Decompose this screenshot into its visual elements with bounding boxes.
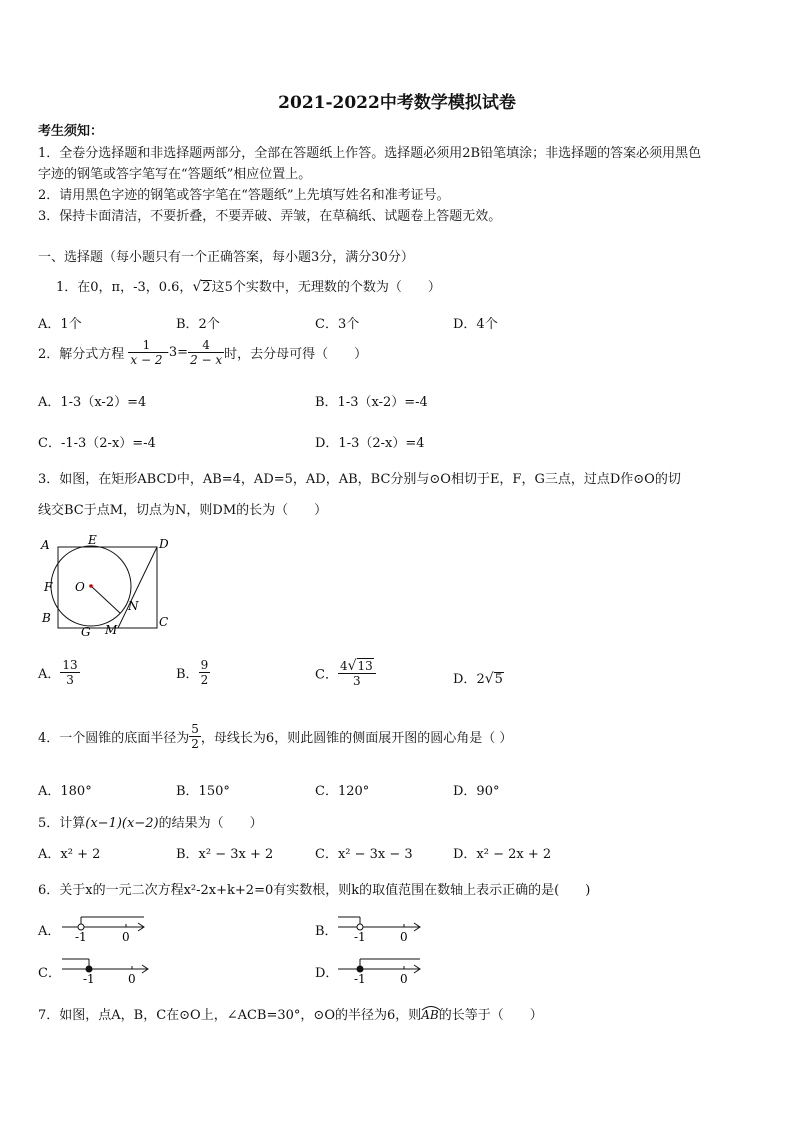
svg-text:0: 0 — [400, 930, 408, 944]
svg-text:-1: -1 — [83, 972, 95, 986]
label-f: F — [44, 580, 53, 594]
label-b: B — [42, 611, 51, 625]
section-heading: 一、选择题（每小题只有一个正确答案，每小题3分，满分30分） — [38, 250, 414, 265]
q2-fraction-1: $\frac{1}{x - 2}$ — [130, 338, 163, 367]
q3-option-b[interactable]: B． $\frac{9}{2}$ — [176, 658, 209, 687]
svg-text:-1: -1 — [354, 972, 366, 986]
q4-option-c[interactable]: C．120° — [315, 784, 370, 799]
svg-text:-1: -1 — [75, 930, 87, 944]
q2-fraction-2: $\frac{4}{2 - x}$ — [190, 338, 223, 367]
q1-pre: 1．在0，π，-3，0.6， — [56, 280, 193, 295]
q3-option-a[interactable]: A． $\frac{13}{3}$ — [38, 658, 78, 687]
label-a: A — [41, 538, 50, 552]
q3-option-d[interactable]: D．2√5 — [453, 671, 503, 687]
q5-expression: (x−1)(x−2) — [85, 816, 159, 831]
q6-numberline-c[interactable] — [62, 952, 154, 986]
q2-option-d[interactable]: D．1-3（2-x）=4 — [315, 436, 425, 451]
svg-text:0: 0 — [122, 930, 130, 944]
q2-option-a[interactable]: A．1-3（x-2）=4 — [38, 395, 147, 410]
q1-radicand: 2 — [202, 280, 211, 295]
q6-option-c-label[interactable]: C． — [38, 966, 61, 981]
q5-option-c[interactable]: C．x² − 3x − 3 — [315, 847, 413, 862]
q3-line-2: 线交BC于点M，切点为N，则DM的长为（ ） — [38, 503, 328, 518]
q1-post: 这5个实数中，无理数的个数为（ ） — [211, 280, 441, 295]
q6-numberline-a[interactable] — [62, 910, 152, 944]
notice-line-4: 3．保持卡面清洁，不要折叠，不要弄破、弄皱，在草稿纸、试题卷上答题无效。 — [38, 209, 502, 224]
rectangle-abcd — [58, 547, 157, 628]
q5-option-d[interactable]: D．x² − 2x + 2 — [453, 847, 552, 862]
q1-option-d[interactable]: D．4个 — [453, 317, 498, 332]
label-g: G — [81, 625, 91, 639]
q6-numberline-d[interactable] — [338, 952, 428, 986]
q3-option-c[interactable]: C． $\frac{4√13}{3}$ — [315, 658, 376, 688]
question-6: 6．关于x的一元二次方程x²-2x+k+2=0有实数根，则k的取值范围在数轴上表示正确的是( ) — [38, 883, 591, 898]
q5-option-b[interactable]: B．x² − 3x + 2 — [176, 847, 274, 862]
q4-fraction: $\frac{5}{2}$ — [191, 722, 199, 751]
q6-option-a-label[interactable]: A． — [38, 924, 61, 939]
q2-option-c[interactable]: C．-1-3（2-x）=-4 — [38, 436, 156, 451]
q4-option-b[interactable]: B．150° — [176, 784, 230, 799]
question-4: 4．一个圆锥的底面半径为 $\frac{5}{2}$ ，母线长为6，则此圆锥的侧面展开图的圆心角是（ ） — [38, 722, 513, 751]
question-5: 5．计算(x−1)(x−2)的结果为（ ） — [38, 816, 263, 831]
q2-mid: -3= — [164, 345, 189, 360]
q2-option-b[interactable]: B．1-3（x-2）=-4 — [315, 395, 428, 410]
label-d: D — [159, 537, 169, 551]
label-o: O — [75, 580, 85, 594]
q1-option-b[interactable]: B．2个 — [176, 317, 220, 332]
label-m: M — [105, 623, 118, 637]
q1-option-a[interactable]: A．1个 — [38, 317, 82, 332]
q1-option-c[interactable]: C．3个 — [315, 317, 360, 332]
q2-pre: 2．解分式方程 — [38, 347, 125, 362]
q2-post: 时，去分母可得（ ） — [224, 347, 368, 362]
notice-line-3: 2．请用黑色字迹的钢笔或答字笔在“答题纸”上先填写姓名和准考证号。 — [38, 188, 450, 203]
notice-line-1: 1．全卷分选择题和非选择题两部分，全部在答题纸上作答。选择题必须用2B铅笔填涂；非选择题的答案必须用黑色 — [38, 146, 702, 161]
center-dot — [89, 584, 93, 588]
q4-option-a[interactable]: A．180° — [38, 784, 92, 799]
svg-text:-1: -1 — [354, 930, 366, 944]
q5-option-a[interactable]: A．x² + 2 — [38, 847, 101, 862]
page-title: 2021-2022中考数学模拟试卷 — [278, 93, 516, 113]
q3-line-1: 3．如图，在矩形ABCD中，AB=4，AD=5，AD，AB，BC分别与⊙O相切于E，F，G三点，过点D作⊙O的切 — [38, 472, 681, 487]
svg-text:0: 0 — [128, 972, 136, 986]
label-e: E — [88, 533, 97, 547]
radius-on — [91, 586, 120, 613]
q6-option-d-label[interactable]: D． — [315, 966, 339, 981]
label-c: C — [159, 615, 169, 629]
notice-line-2: 字迹的钢笔或答字笔写在“答题纸”相应位置上。 — [38, 167, 312, 182]
q4-option-d[interactable]: D．90° — [453, 784, 500, 799]
notice-heading: 考生须知： — [38, 124, 104, 139]
label-n: N — [128, 599, 139, 613]
q3-figure — [38, 532, 178, 640]
q7-arc: AB — [421, 1008, 439, 1022]
svg-text:0: 0 — [400, 972, 408, 986]
q6-numberline-b[interactable] — [338, 910, 428, 944]
q6-option-b-label[interactable]: B． — [315, 924, 338, 939]
tangent-dm — [118, 547, 157, 628]
question-1: 1．在0，π，-3，0.6，√2这5个实数中，无理数的个数为（ ） — [56, 279, 441, 295]
question-2 — [38, 338, 367, 367]
question-7: 7．如图，点A，B，C在⊙O上，∠ACB=30°，⊙O的半径为6，则AB 的长等于（ ） — [38, 1008, 543, 1023]
